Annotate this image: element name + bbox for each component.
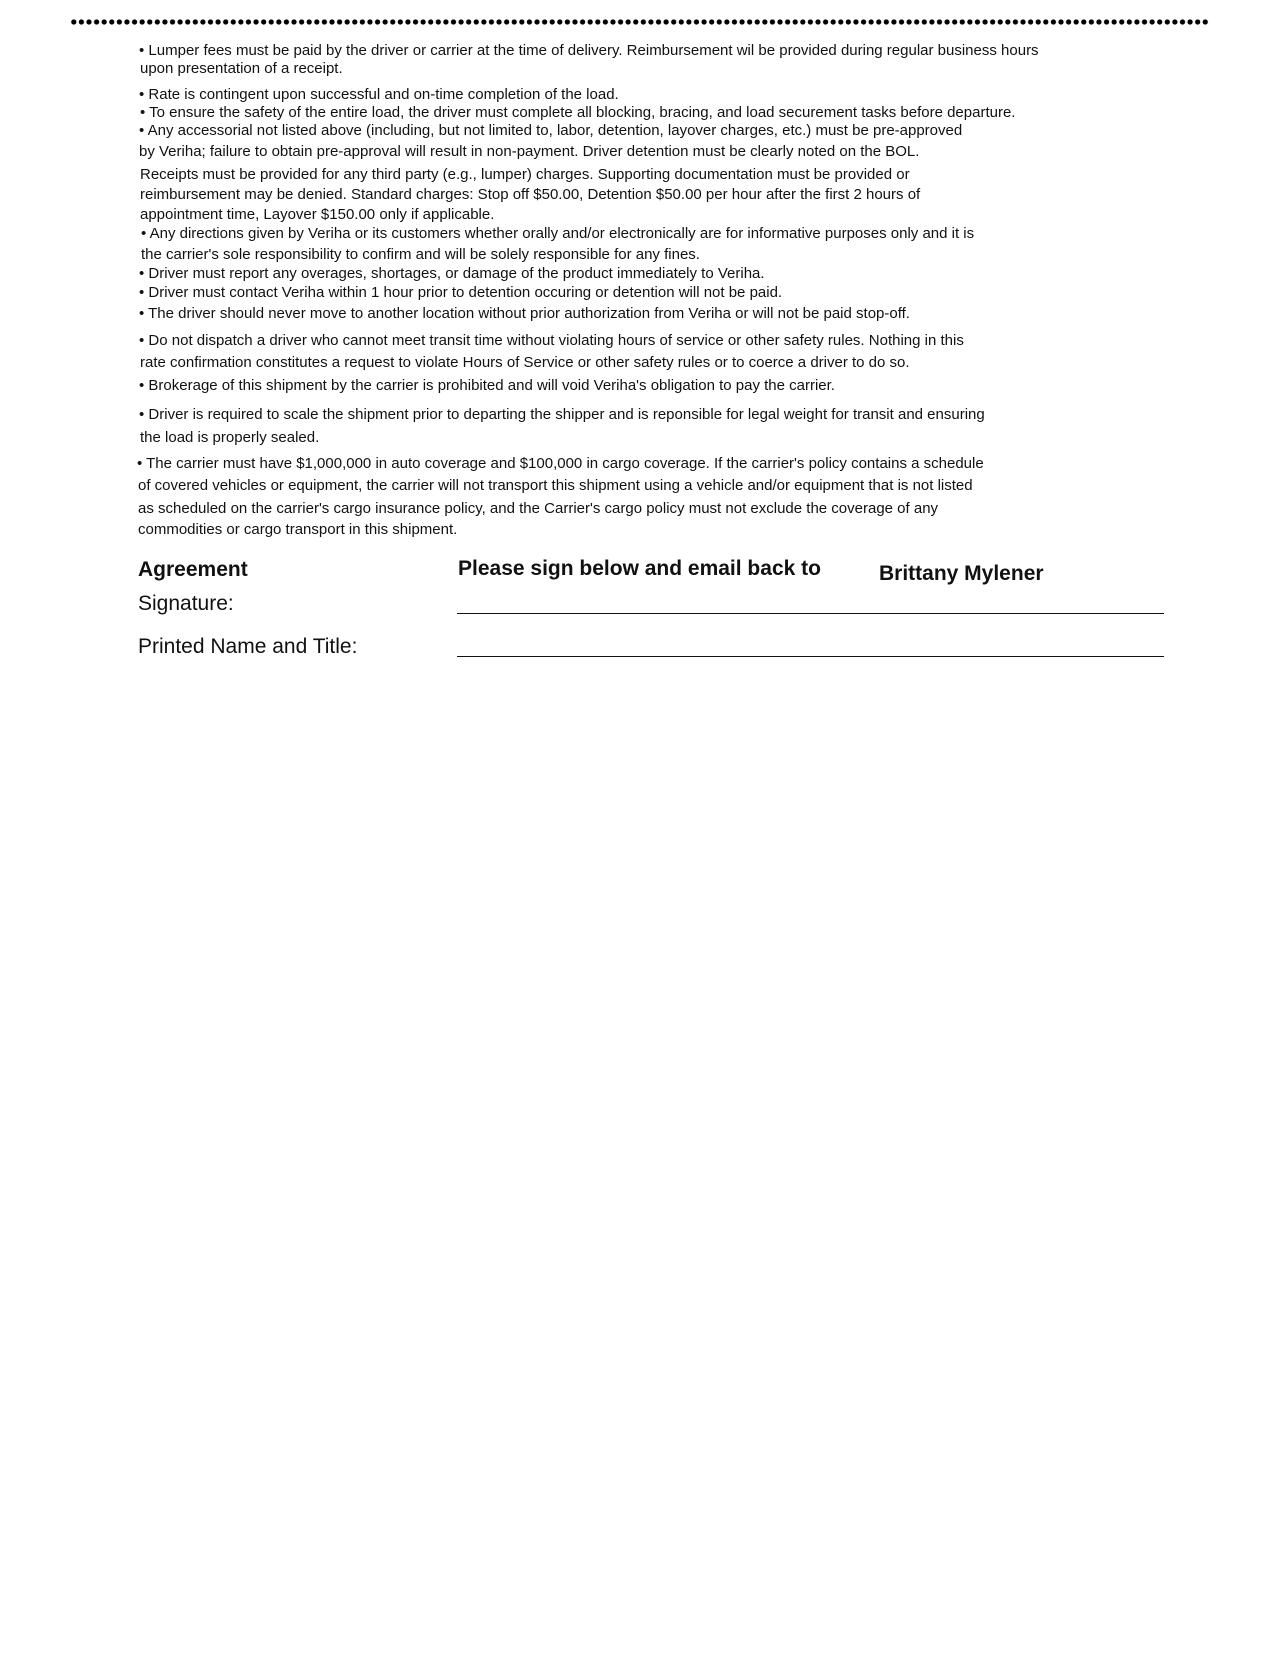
term-line: as scheduled on the carrier's cargo insurance policy, and the Carrier's cargo policy must not exclude the coverage of any: [138, 500, 939, 517]
term-line: of covered vehicles or equipment, the carrier will not transport this shipment using a vehicle and/or equipment that is not listed: [138, 477, 973, 494]
term-line: reimbursement may be denied. Standard charges: Stop off $50.00, Detention $50.00 per hour after the first 2 hours of: [140, 186, 921, 203]
term-line: • The driver should never move to another location without prior authorization from Veriha or will not be paid stop-off.: [139, 305, 910, 322]
contact-name: Brittany Mylener: [879, 562, 1044, 585]
term-line: • Driver must report any overages, shortages, or damage of the product immediately to Veriha.: [139, 265, 765, 282]
term-line: Receipts must be provided for any third party (e.g., lumper) charges. Supporting documentation must be provided or: [140, 166, 910, 183]
term-line: appointment time, Layover $150.00 only if applicable.: [140, 206, 495, 223]
term-line: • Do not dispatch a driver who cannot meet transit time without violating hours of service or other safety rules. Nothing in this: [139, 332, 964, 349]
term-line: • Driver must contact Veriha within 1 hour prior to detention occuring or detention will not be paid.: [139, 284, 783, 301]
term-line: the load is properly sealed.: [140, 429, 320, 446]
dotted-separator: [70, 19, 1210, 25]
term-line: commodities or cargo transport in this shipment.: [138, 521, 458, 538]
term-line: • Rate is contingent upon successful and on-time completion of the load.: [139, 86, 619, 103]
printed-name-label: Printed Name and Title:: [138, 635, 358, 658]
term-line: • Driver is required to scale the shipment prior to departing the shipper and is reponsible for legal weight for transit and ensuring: [139, 406, 985, 423]
term-line: upon presentation of a receipt.: [140, 60, 343, 77]
term-line: • Any directions given by Veriha or its customers whether orally and/or electronically are for informative purposes only and it is: [141, 225, 975, 242]
term-line: • To ensure the safety of the entire load, the driver must complete all blocking, bracing, and load securement tasks before departure.: [140, 104, 1016, 121]
signature-line: [457, 613, 1164, 614]
term-line: by Veriha; failure to obtain pre-approval will result in non-payment. Driver detention must be clearly noted on the BOL.: [139, 143, 920, 160]
printed-name-line: [457, 656, 1164, 657]
term-line: • Any accessorial not listed above (including, but not limited to, labor, detention, layover charges, etc.) must be pre-approved: [139, 122, 963, 139]
signature-label: Signature:: [138, 592, 234, 615]
agreement-heading: Agreement: [138, 558, 248, 581]
term-line: • Brokerage of this shipment by the carrier is prohibited and will void Veriha's obligation to pay the carrier.: [139, 377, 835, 394]
term-line: the carrier's sole responsibility to confirm and will be solely responsible for any fines.: [141, 246, 700, 263]
term-line: • The carrier must have $1,000,000 in auto coverage and $100,000 in cargo coverage. If the carrier's policy contains a schedule: [137, 455, 984, 472]
term-line: rate confirmation constitutes a request to violate Hours of Service or other safety rules or to coerce a driver to do so.: [140, 354, 910, 371]
term-line: • Lumper fees must be paid by the driver or carrier at the time of delivery. Reimbursement wil be provided during regular business hours: [139, 42, 1039, 59]
sign-instruction: Please sign below and email back to: [458, 557, 821, 580]
